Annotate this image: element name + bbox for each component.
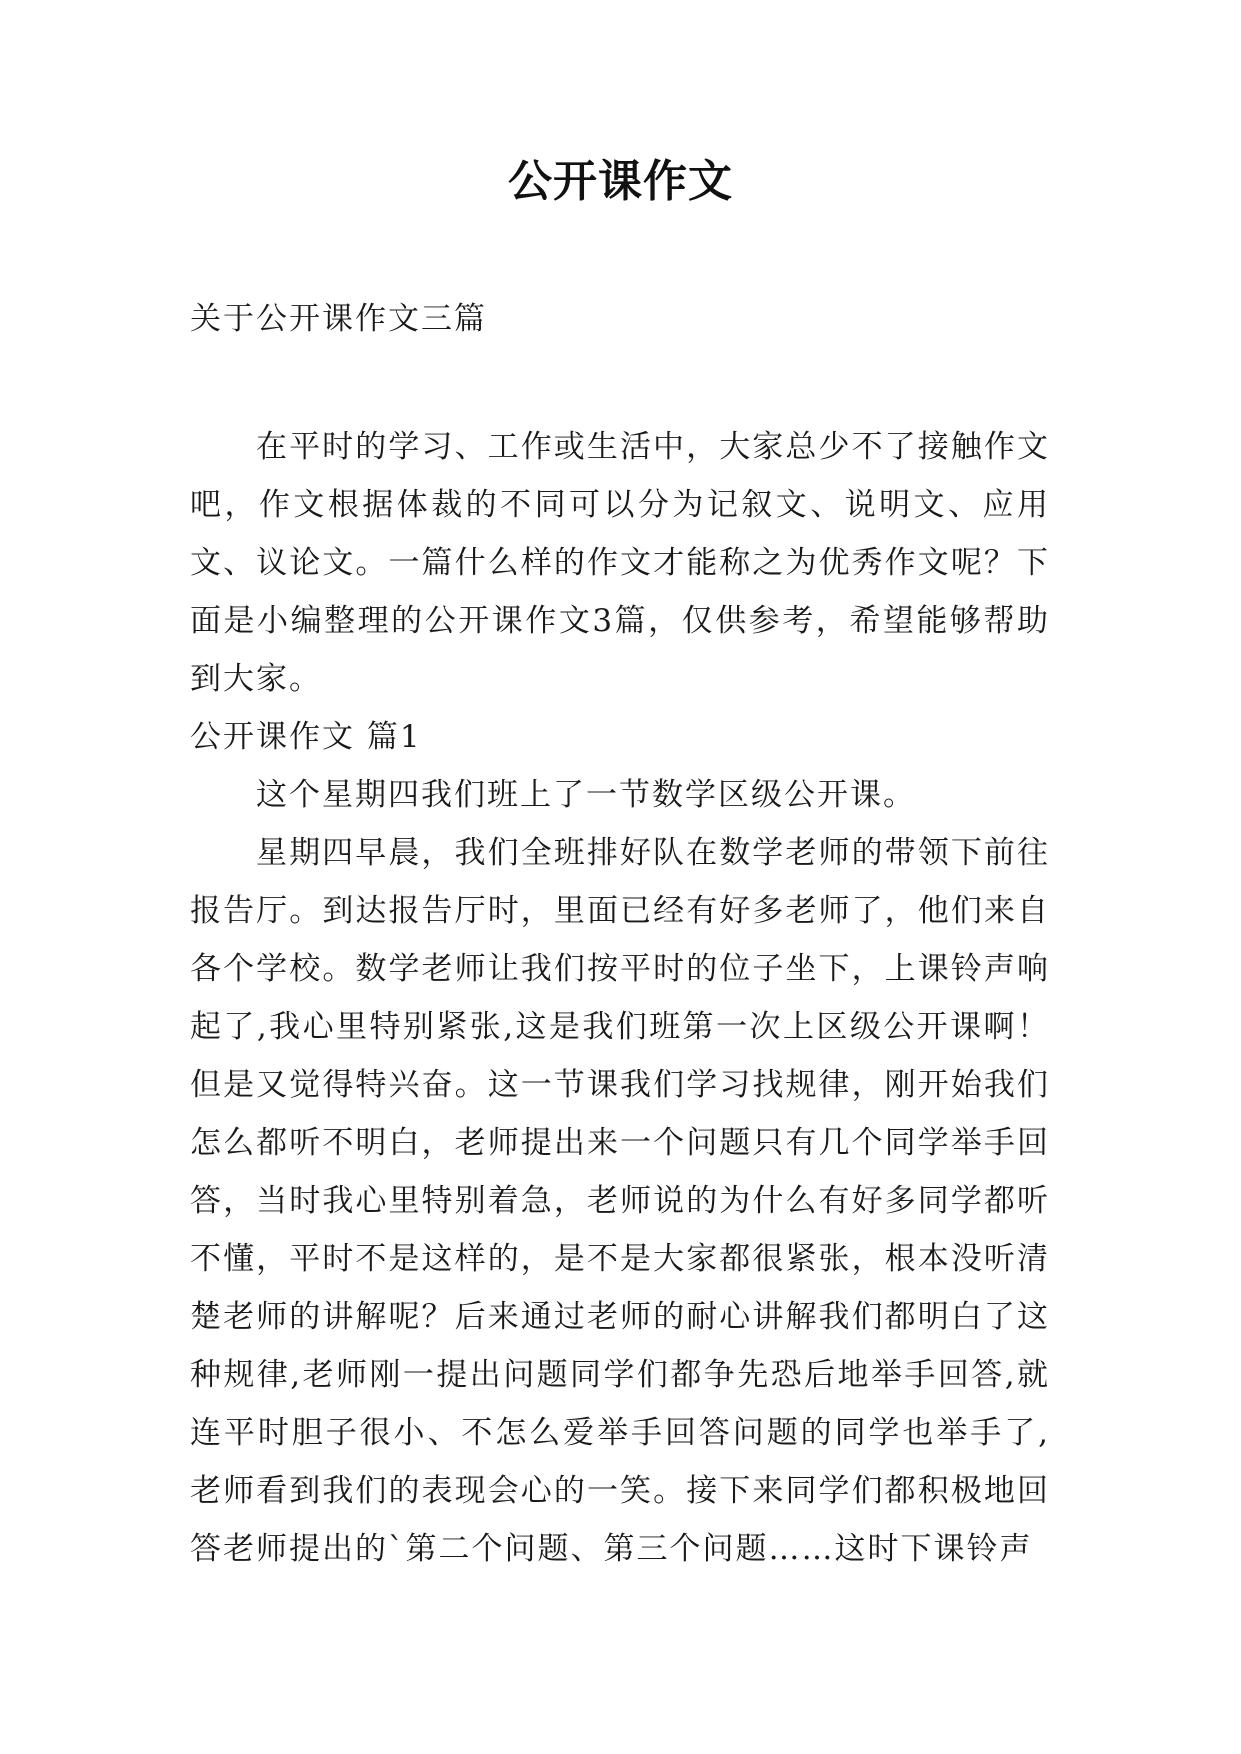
document-body (190, 290, 1050, 1578)
document-subtitle: 关于公开课作文三篇 (190, 301, 487, 337)
document-title: 公开课作文 (508, 156, 733, 207)
intro-paragraph: 在平时的学习、工作或生活中，大家总少不了接触作文吧，作文根据体裁的不同可以分为记叙文、说明文、应用文、议论文。一篇什么样的作文才能称之为优秀作文呢？下面是小编整理的公开课作文3篇，仅供参考，希望能够帮助到大家。 (190, 429, 1050, 697)
section-heading: 公开课作文 篇1 (190, 719, 422, 755)
body-paragraph-2: 星期四早晨，我们全班排好队在数学老师的带领下前往报告厅。到达报告厅时，里面已经有好多老师了，他们来自各个学校。数学老师让我们按平时的位子坐下，上课铃声响起了,我心里特别紧张,这是我们班第一次上区级公开课啊！但是又觉得特兴奋。这一节课我们学习找规律，刚开始我们怎么都听不明白，老师提出来一个问题只有几个同学举手回答，当时我心里特别着急，老师说的为什么有好多同学都听不懂，平时不是这样的，是不是大家都很紧张，根本没听清楚老师的讲解呢？后来通过老师的耐心讲解我们都明白了这种规律,老师刚一提出问题同学们都争先恐后地举手回答,就连平时胆子很小、不怎么爱举手回答问题的同学也举手了,老师看到我们的表现会心的一笑。接下来同学们都积极地回答老师提出的`第二个问题、第三个问题……这时下课铃声 (190, 835, 1050, 1567)
body-paragraph-1: 这个星期四我们班上了一节数学区级公开课。 (256, 777, 916, 813)
